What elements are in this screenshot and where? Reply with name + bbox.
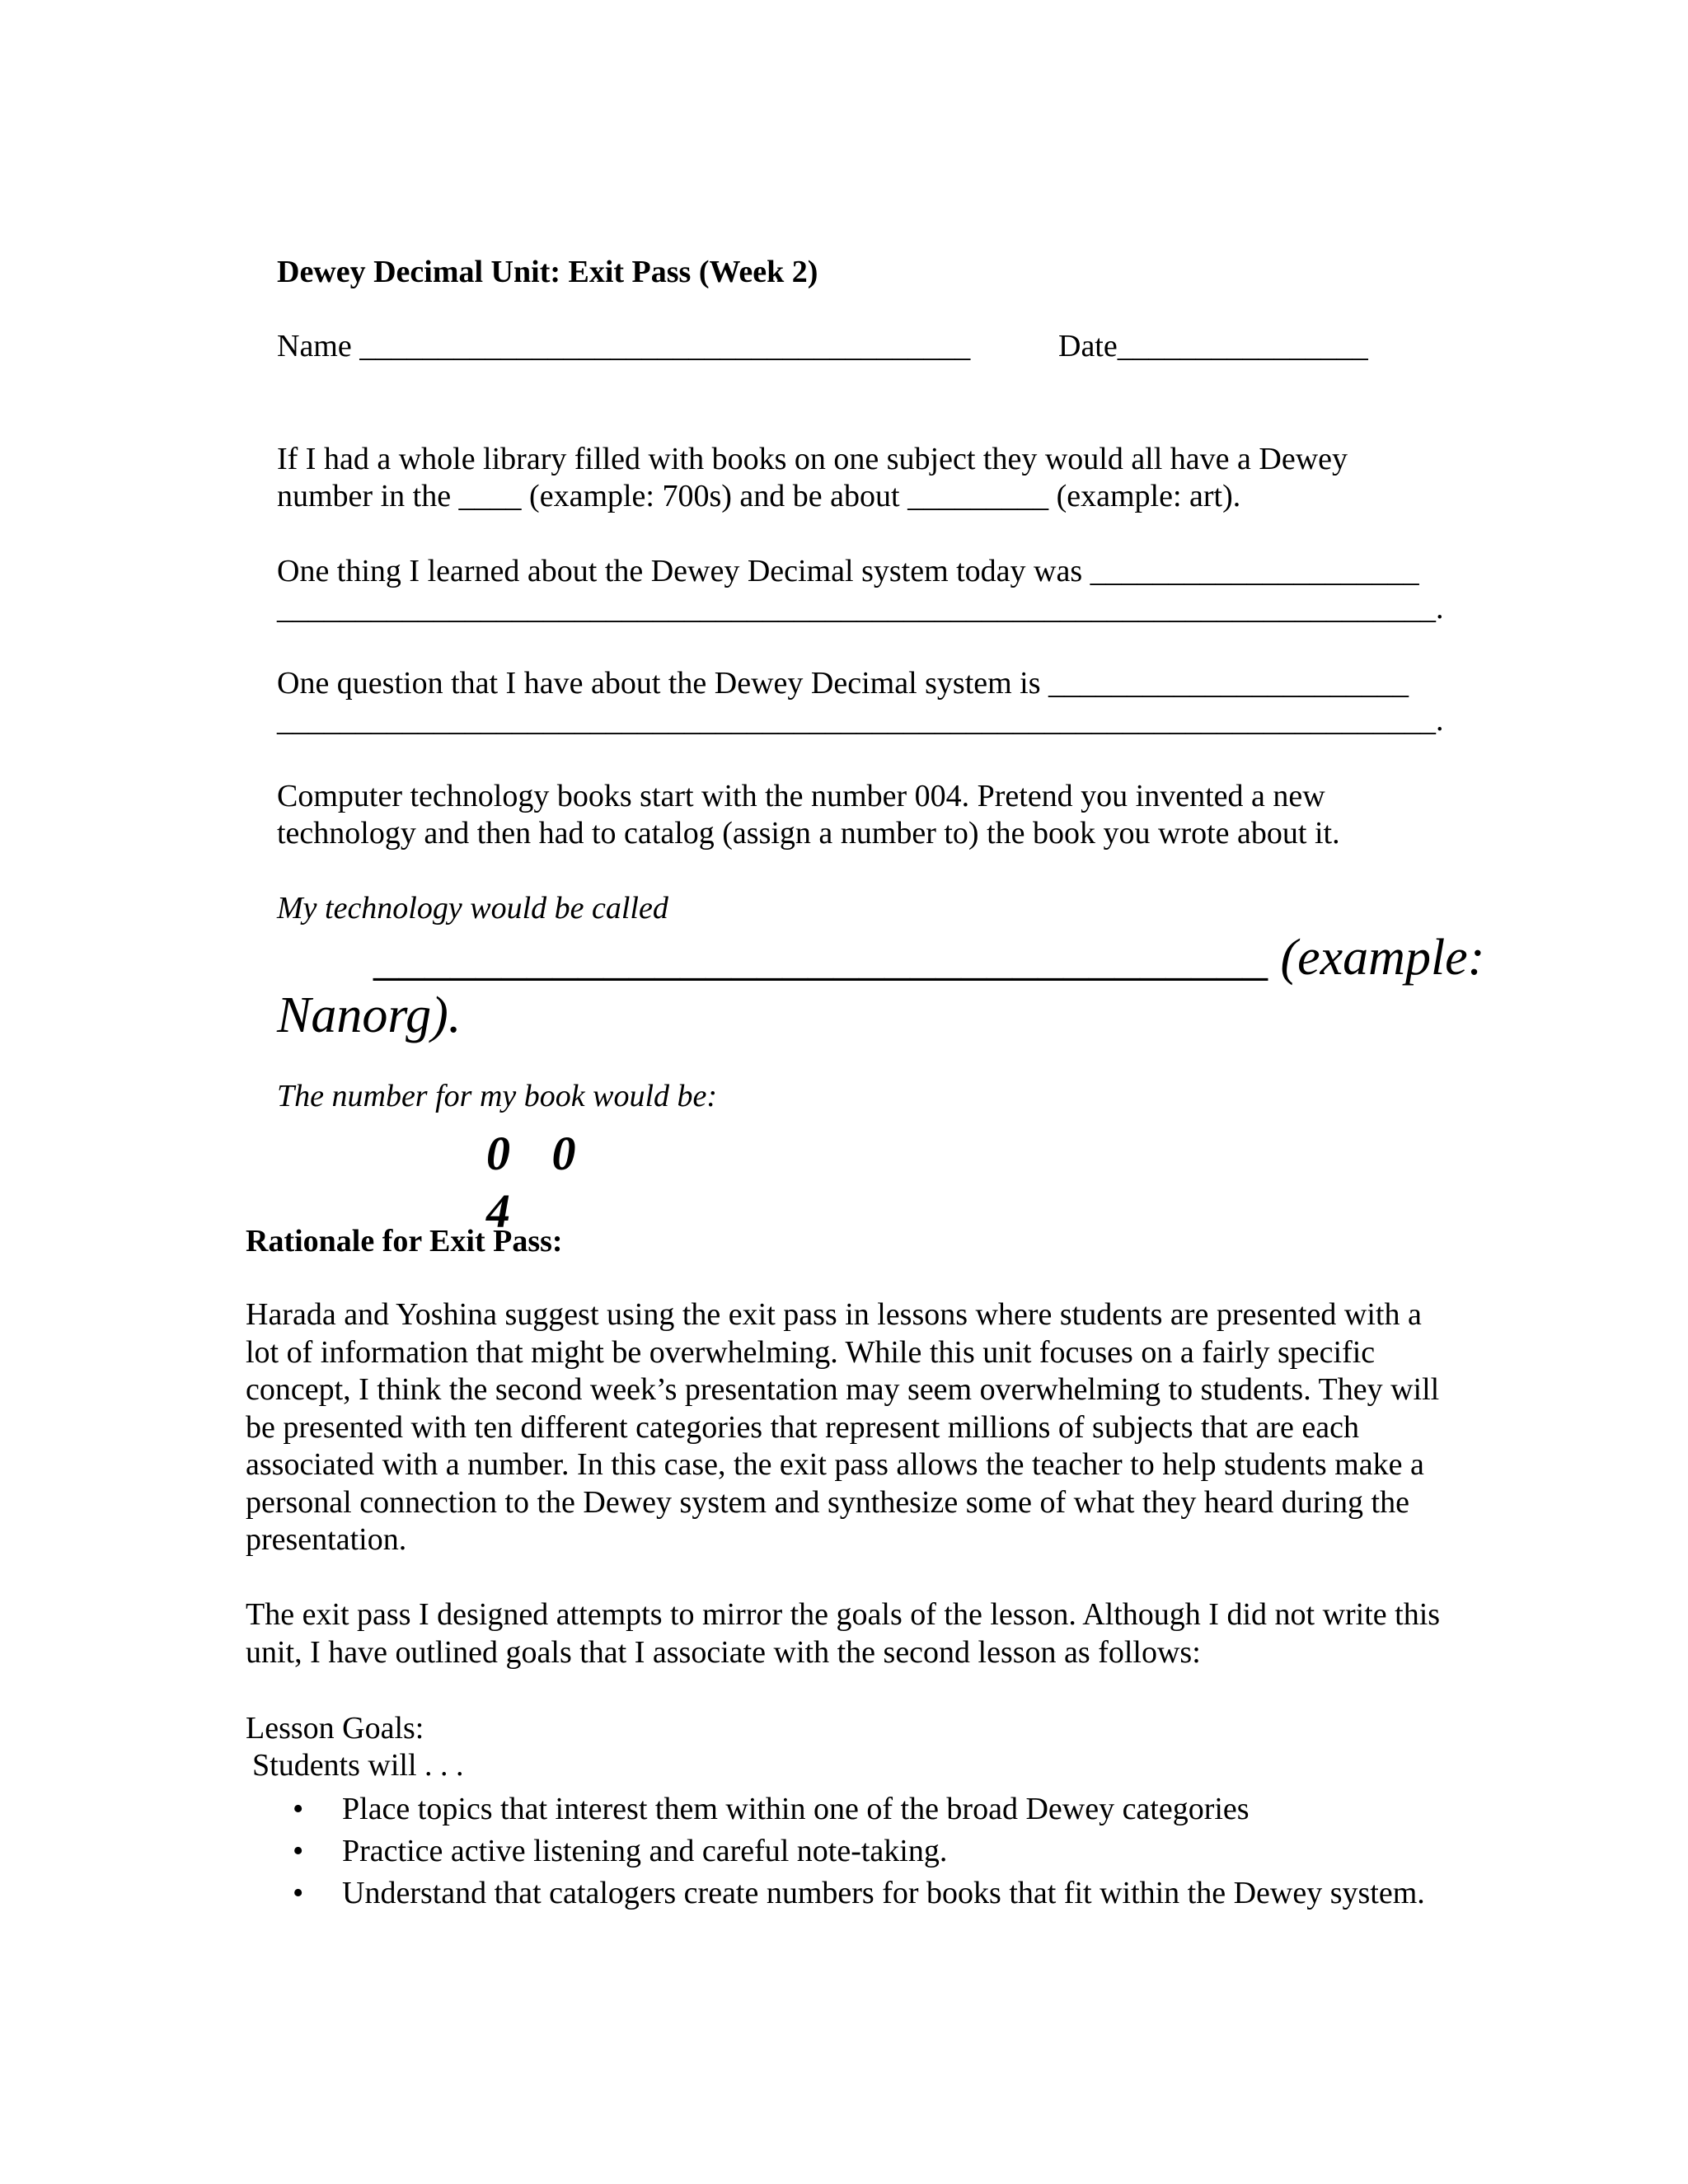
list-item: • Understand that catalogers create numbers for books that fit within the Dewey system.: [293, 1872, 1447, 1915]
question-4-line-1: Computer technology books start with the number 004. Pretend you invented a new: [277, 779, 1325, 813]
technology-example: Nanorg).: [277, 987, 462, 1043]
question-3-line-2[interactable]: __________________________________________________________________________.: [277, 703, 1444, 738]
question-2-line-2[interactable]: __________________________________________________________________________.: [277, 591, 1444, 626]
date-field[interactable]: [1058, 327, 1368, 365]
book-number: [462, 1117, 626, 1238]
question-2-line-1[interactable]: One thing I learned about the Dewey Decimal system today was _____________________: [277, 554, 1419, 588]
lesson-goals-list: [293, 1788, 1447, 1915]
question-4-line-2: technology and then had to catalog (assign a number to) the book you wrote about it.: [277, 816, 1340, 851]
technology-prompt: My technology would be called: [277, 891, 668, 926]
rationale-heading: Rationale for Exit Pass:: [246, 1224, 563, 1258]
question-1-line-1: If I had a whole library filled with books on one subject they would all have a Dewey: [277, 442, 1348, 476]
lesson-goals-heading: Lesson Goals:: [246, 1711, 424, 1746]
name-blank[interactable]: _______________________________________: [359, 329, 971, 363]
technology-blank[interactable]: ___________________________________ (example:: [373, 930, 1485, 986]
exit-pass-title: Dewey Decimal Unit: Exit Pass (Week 2): [277, 255, 818, 289]
question-1-line-2[interactable]: number in the ____ (example: 700s) and be about _________ (example: art).: [277, 479, 1241, 513]
date-label: Date: [1058, 329, 1118, 363]
lesson-goals-intro: Students will . . .: [252, 1748, 464, 1783]
number-prompt: The number for my book would be:: [277, 1079, 718, 1113]
list-item: • Practice active listening and careful note-taking.: [293, 1830, 1447, 1872]
name-label: Name: [277, 329, 360, 363]
rationale-paragraph-2: The exit pass I designed attempts to mirror the goals of the lesson. Although I did not write this unit, I have outlined goals that I associate with the second lesson as follows:: [246, 1597, 1441, 1670]
name-field[interactable]: [277, 327, 970, 365]
book-number-value: 0 0 4: [486, 1127, 591, 1238]
list-item: • Place topics that interest them within one of the broad Dewey categories: [293, 1788, 1447, 1830]
date-blank[interactable]: ________________: [1117, 329, 1368, 363]
rationale-paragraph-1: Harada and Yoshina suggest using the exit pass in lessons where students are presented with a lot of information that might be overwhelming. While this unit focuses on a fairly specific concept, I think the second week’s presentation may seem overwhelming to students. They will be presented with ten different categories that represent millions of subjects that are each associated with a number. In this case, the exit pass allows the teacher to help students make a personal connection to the Dewey system and synthesize some of what they heard during the presentation.: [246, 1297, 1440, 1557]
question-3-line-1[interactable]: One question that I have about the Dewey Decimal system is _______________________: [277, 666, 1409, 701]
